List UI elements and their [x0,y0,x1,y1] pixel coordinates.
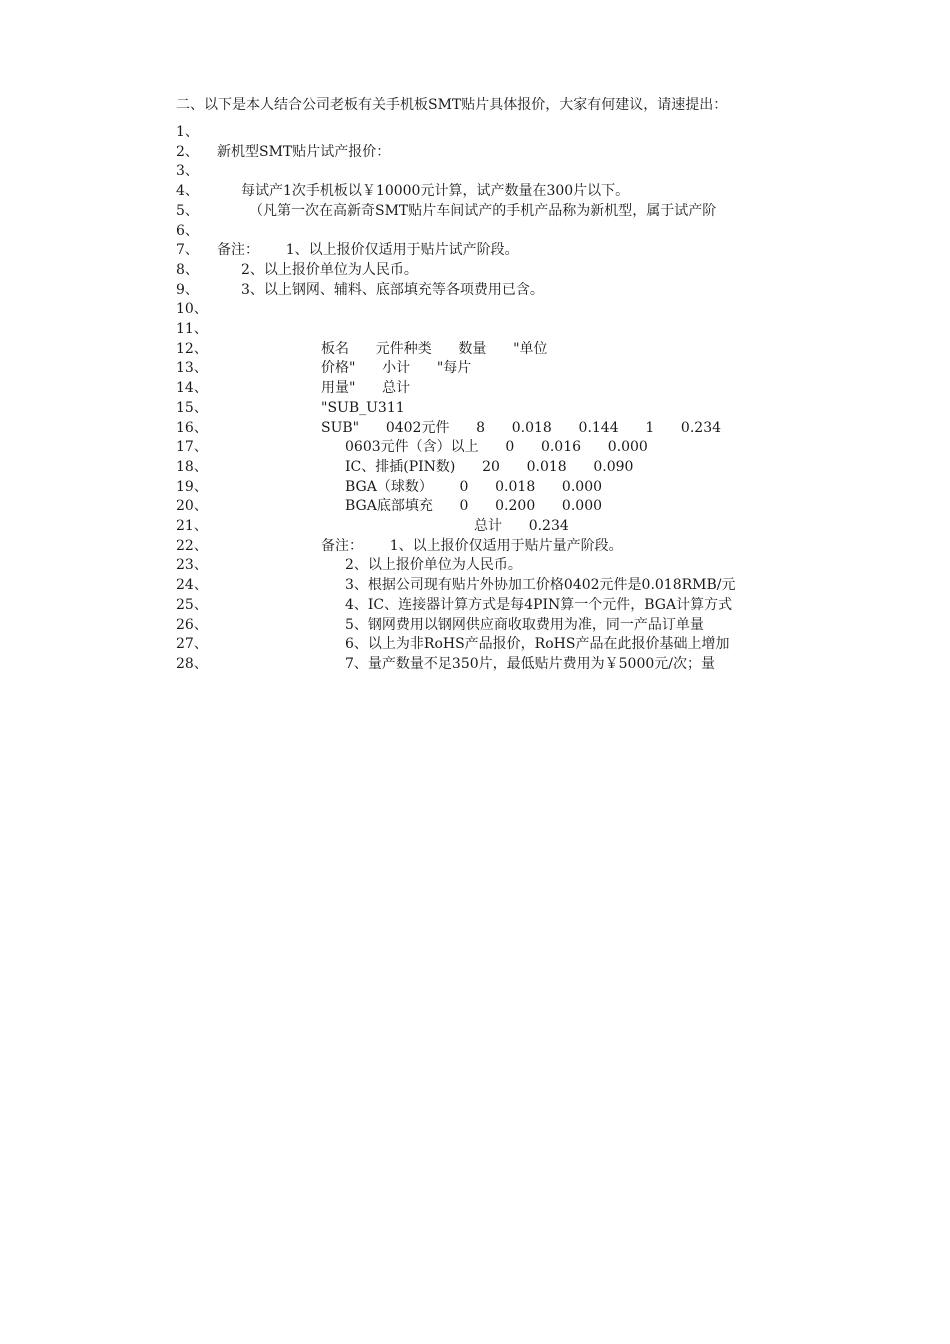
line-number: 20、 [176,498,208,515]
document-line [176,555,751,575]
line-text: 备注： 1、以上报价仅适用于贴片量产阶段。 [321,537,623,554]
line-number: 17、 [176,439,208,456]
line-text: IC、排插(PIN数) 20 0.018 0.090 [345,458,634,475]
line-number: 13、 [176,360,208,377]
line-text: 6、以上为非RoHS产品报价，RoHS产品在此报价基础上增加 [345,636,730,653]
document-line [176,437,751,457]
line-number: 5、 [176,202,199,219]
line-number: 8、 [176,261,199,278]
document-line [176,358,751,378]
document-line [176,418,751,438]
line-text: 每试产1次手机板以￥10000元计算，试产数量在300片以下。 [241,183,630,200]
line-number: 21、 [176,518,208,534]
line-number: 9、 [176,281,199,298]
line-text: 0603元件（含）以上 0 0.016 0.000 [345,439,648,456]
document-line [176,398,751,418]
document-line [176,260,751,280]
line-text: "SUB_U311 [321,399,405,416]
line-text: 2、以上报价单位为人民币。 [241,261,418,278]
line-text: 2、以上报价单位为人民币。 [345,557,522,574]
line-text: 7、量产数量不足350片，最低贴片费用为￥5000元/次；量 [345,655,715,672]
line-number: 10、 [176,301,208,318]
line-number: 19、 [176,478,208,495]
line-number: 2、 [176,143,199,160]
line-text: 3、以上钢网、辅料、底部填充等各项费用已含。 [241,281,544,298]
line-text: BGA（球数） 0 0.018 0.000 [345,478,603,495]
document-line [176,496,751,516]
line-text: 新机型SMT贴片试产报价： [217,143,391,160]
document-line [176,595,751,615]
line-number: 4、 [176,183,199,200]
line-number: 7、 [176,242,199,259]
document-line [176,221,751,241]
document-line [176,339,751,359]
document-line [176,536,751,556]
document-line [176,516,751,536]
line-number: 28、 [176,655,208,672]
line-text: 5、钢网费用以钢网供应商收取费用为准，同一产品订单量 [345,616,704,633]
line-text: 3、根据公司现有贴片外协加工价格0402元件是0.018RMB/元 [345,577,736,594]
document-line [176,122,751,142]
document-line [176,378,751,398]
document-line [176,142,751,162]
document-line [176,457,751,477]
document-line [176,161,751,181]
document-line [176,201,751,221]
line-number: 23、 [176,557,208,574]
line-number: 6、 [176,222,199,239]
line-text: 总计 0.234 [474,518,569,534]
line-number: 18、 [176,458,208,475]
line-number: 1、 [176,124,199,140]
document-line [176,240,751,260]
line-number: 11、 [176,321,208,337]
line-text: SUB" 0402元件 8 0.018 0.144 1 0.234 [321,419,722,436]
line-number: 25、 [176,596,208,613]
document-line [176,299,751,319]
document-line [176,634,751,654]
line-text: BGA底部填充 0 0.200 0.000 [345,498,603,515]
document-line [176,280,751,300]
document-body [176,97,751,686]
line-number: 12、 [176,340,208,357]
line-text: 备注： 1、以上报价仅适用于贴片试产阶段。 [217,242,519,259]
document-line [176,181,751,201]
document-line [176,477,751,497]
line-number: 14、 [176,380,208,397]
line-text: （凡第一次在高新奇SMT贴片车间试产的手机产品称为新机型，属于试产阶 [249,202,717,219]
document-line [176,654,751,674]
line-number: 27、 [176,636,208,653]
line-number: 22、 [176,537,208,554]
line-number: 26、 [176,616,208,633]
line-number: 16、 [176,419,208,436]
line-number: 3、 [176,163,199,180]
line-number: 24、 [176,577,208,594]
line-text: 价格" 小计 "每片 [321,360,472,377]
document-line [176,575,751,595]
document-line [176,319,751,339]
line-text: 用量" 总计 [321,380,411,397]
line-text: 4、IC、连接器计算方式是每4PIN算一个元件，BGA计算方式 [345,596,733,613]
line-number: 15、 [176,399,208,416]
cut-off-heading: 二、以下是本人结合公司老板有关手机板SMT贴片具体报价，大家有何建议，请速提出： [176,97,728,113]
document-line [176,615,751,635]
line-text: 板名 元件种类 数量 "单位 [321,340,548,357]
